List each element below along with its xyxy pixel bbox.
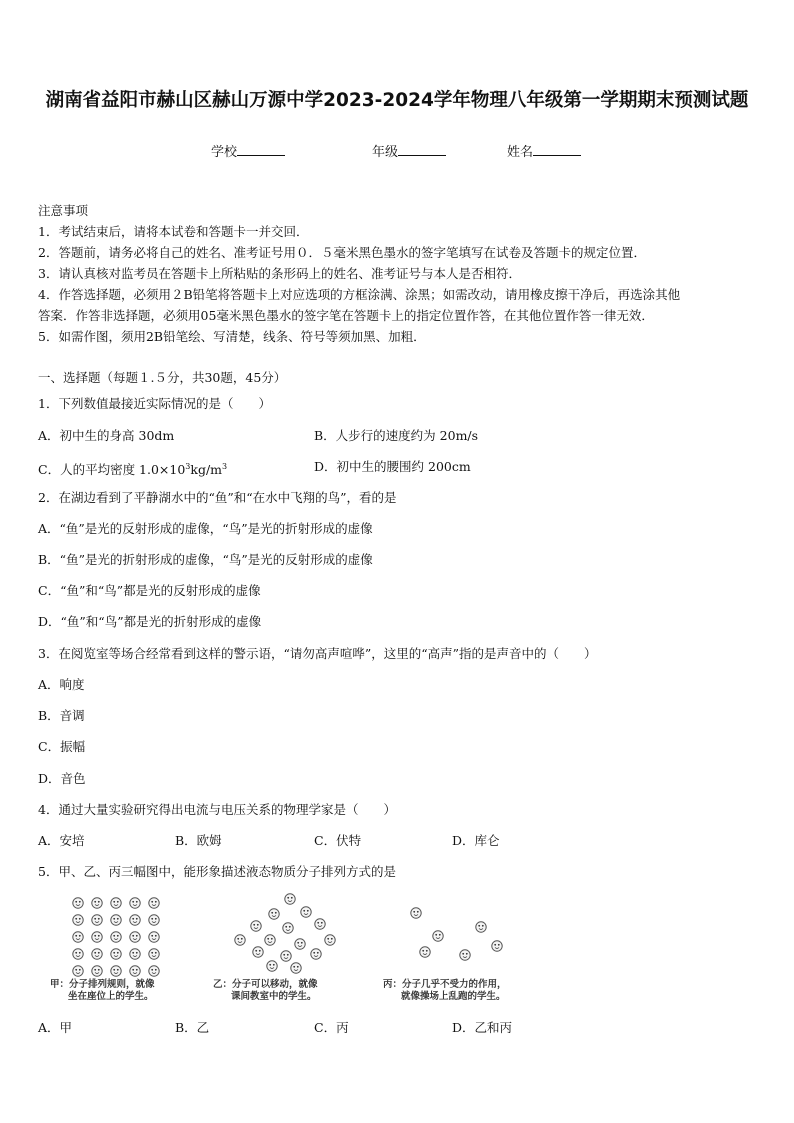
q2-option-b: B．“鱼”是光的折射形成的虚像，“鸟”是光的反射形成的虚像 [38, 552, 373, 567]
notice-heading: 注意事项 [38, 203, 89, 218]
q4-option-d: D．库仑 [452, 833, 500, 848]
grade-blank [398, 143, 446, 156]
section-heading: 一、选择题（每题１.５分，共30题，45分） [38, 370, 287, 385]
grade-label: 年级 [372, 145, 399, 160]
caption-yi-line2: 课间教室中的学生。 [231, 991, 317, 1002]
school-blank [237, 143, 285, 156]
q3-option-a: A．响度 [38, 677, 85, 692]
notice-item: 5．如需作图，须用2B铅笔绘、写清楚，线条、符号等须加黑、加粗． [38, 329, 426, 344]
q5-option-b: B．乙 [175, 1020, 210, 1035]
notice-item: 答案．作答非选择题，必须用05毫米黑色墨水的签字笔在答题卡上的指定位置作答，在其他位置作答一律无效． [38, 308, 654, 323]
q2-option-d: D．“鱼”和“鸟”都是光的折射形成的虚像 [38, 614, 262, 629]
question-5-stem: 5．甲、乙、丙三幅图中，能形象描述液态物质分子排列方式的是 [38, 864, 396, 879]
panel-jia-grid [73, 898, 159, 976]
name-blank [533, 143, 581, 156]
caption-jia-line2: 坐在座位上的学生。 [68, 991, 154, 1002]
question-3-stem: 3．在阅览室等场合经常看到这样的警示语，“请勿高声喧哗”，这里的“高声”指的是声音中的（ ） [38, 646, 597, 661]
caption-bing-line1: 丙：分子几乎不受力的作用， [383, 979, 507, 990]
school-field [211, 141, 285, 160]
notice-item: 3．请认真核对监考员在答题卡上所粘贴的条形码上的姓名、准考证号与本人是否相符． [38, 266, 521, 281]
caption-bing-line2: 就像操场上乱跑的学生。 [401, 991, 506, 1002]
q5-option-d: D．乙和丙 [452, 1020, 513, 1035]
q3-option-c: C．振幅 [38, 739, 86, 754]
panel-yi-loose [235, 894, 335, 973]
page-title: 湖南省益阳市赫山区赫山万源中学2023-2024学年物理八年级第一学期期末预测试题 [45, 90, 749, 111]
q4-option-c: C．伏特 [314, 833, 362, 848]
question-4-stem: 4．通过大量实验研究得出电流与电压关系的物理学家是（ ） [38, 802, 396, 817]
name-label: 姓名 [507, 145, 534, 160]
q3-option-b: B．音调 [38, 708, 85, 723]
q2-option-a: A．“鱼”是光的反射形成的虚像，“鸟”是光的折射形成的虚像 [38, 521, 373, 536]
caption-yi-line1: 乙：分子可以移动，就像 [213, 979, 318, 990]
molecule-arrangement-figure [38, 890, 548, 1005]
q5-option-c: C．丙 [314, 1020, 349, 1035]
school-label: 学校 [211, 145, 238, 160]
q3-option-d: D．音色 [38, 771, 86, 786]
q1-option-a: A．初中生的身高 30dm [38, 428, 175, 443]
notice-item: 4．作答选择题，必须用２B铅笔将答题卡上对应选项的方框涂满、涂黑；如需改动，请用橡皮擦干净后，再选涂其他 [38, 287, 681, 302]
q1-option-c: C．人的平均密度 $1.0\times 10^3kg/m^3$ [38, 462, 228, 477]
panel-bing-sparse [411, 908, 502, 960]
q1-option-b: B．人步行的速度约为 20m/s [314, 428, 479, 443]
grade-field [372, 141, 446, 160]
notice-item: 1．考试结束后，请将本试卷和答题卡一并交回． [38, 224, 309, 239]
name-field [507, 141, 581, 160]
question-2-stem: 2．在湖边看到了平静湖水中的“鱼”和“在水中飞翔的鸟”，看的是 [38, 490, 397, 505]
q4-option-a: A．安培 [38, 833, 85, 848]
q5-option-a: A．甲 [38, 1020, 73, 1035]
q4-option-b: B．欧姆 [175, 833, 222, 848]
question-1-stem: 1．下列数值最接近实际情况的是（ ） [38, 396, 271, 411]
q2-option-c: C．“鱼”和“鸟”都是光的反射形成的虚像 [38, 583, 261, 598]
caption-jia-line1: 甲：分子排列规则，就像 [50, 979, 155, 990]
notice-item: 2．答题前，请务必将自己的姓名、准考证号用０．５毫米黑色墨水的签字笔填写在试卷及答题卡的规定位置． [38, 245, 646, 260]
q1-option-d: D．初中生的腰围约 200cm [314, 459, 471, 474]
